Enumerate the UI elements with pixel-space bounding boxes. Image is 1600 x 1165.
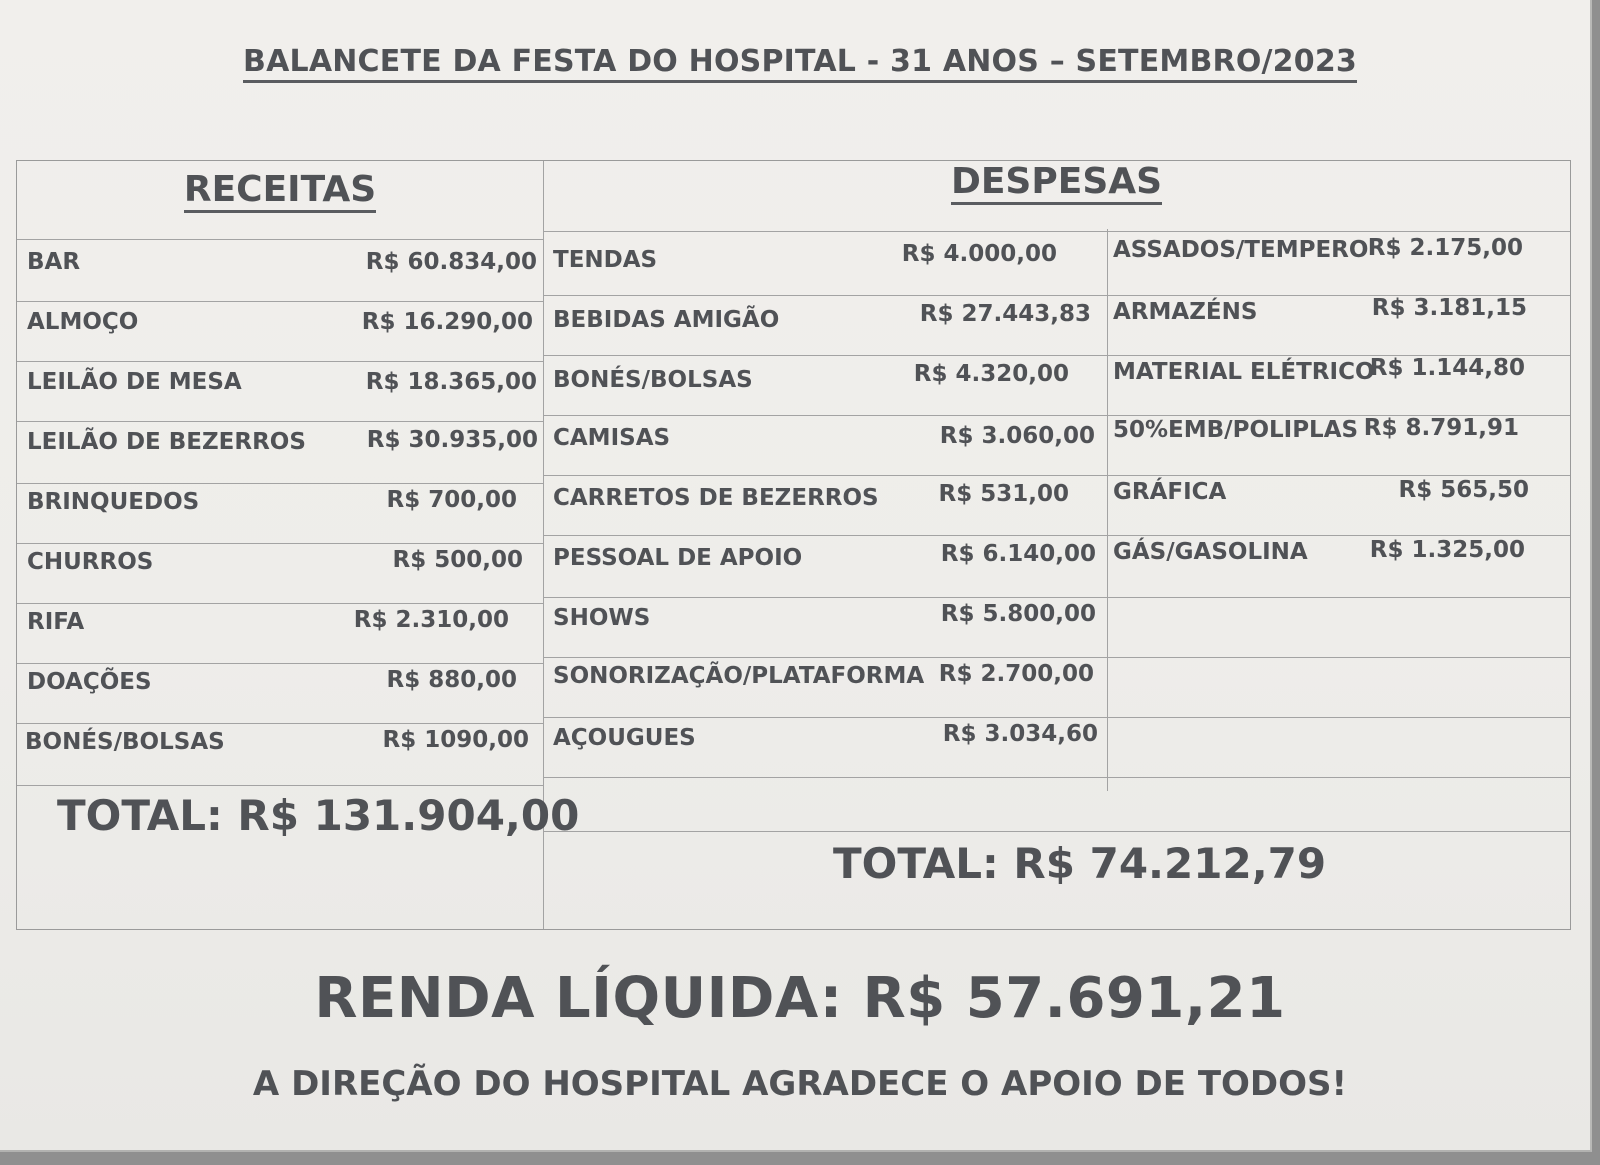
despesa-value: R$ 565,50 xyxy=(1398,477,1529,503)
column-divider xyxy=(1107,229,1108,791)
receita-value: R$ 1090,00 xyxy=(382,727,529,753)
receita-label: BONÉS/BOLSAS xyxy=(25,729,225,755)
receitas-total: TOTAL: R$ 131.904,00 xyxy=(57,791,580,840)
despesa-value: R$ 8.791,91 xyxy=(1363,415,1519,441)
despesa-value: R$ 4.000,00 xyxy=(901,241,1057,267)
row-divider xyxy=(543,831,1570,832)
receita-value: R$ 700,00 xyxy=(386,487,517,513)
row-divider xyxy=(17,421,543,422)
receita-label: ALMOÇO xyxy=(27,309,139,335)
row-divider xyxy=(543,717,1570,718)
despesa-value: R$ 5.800,00 xyxy=(940,601,1096,627)
receitas-header: RECEITAS xyxy=(17,169,543,210)
receita-value: R$ 880,00 xyxy=(386,667,517,693)
renda-liquida: RENDA LÍQUIDA: R$ 57.691,21 xyxy=(314,966,1286,1031)
despesa-value: R$ 2.700,00 xyxy=(938,661,1094,687)
row-divider xyxy=(543,597,1570,598)
despesa-label: BONÉS/BOLSAS xyxy=(553,367,753,393)
despesa-value: R$ 531,00 xyxy=(938,481,1069,507)
row-divider xyxy=(543,535,1570,536)
despesa-label: SHOWS xyxy=(553,605,651,631)
balance-table xyxy=(16,160,1571,930)
row-divider xyxy=(17,543,543,544)
despesa-value: R$ 4.320,00 xyxy=(913,361,1069,387)
despesas-header: DESPESAS xyxy=(543,161,1570,202)
despesa-value: R$ 2.175,00 xyxy=(1367,235,1523,261)
despesa-label: ARMAZÉNS xyxy=(1113,299,1258,325)
row-divider xyxy=(17,785,543,786)
receita-value: R$ 2.310,00 xyxy=(353,607,509,633)
despesa-value: R$ 3.034,60 xyxy=(942,721,1098,747)
receita-label: BRINQUEDOS xyxy=(27,489,200,515)
despesa-label: CARRETOS DE BEZERROS xyxy=(553,485,879,511)
despesa-label: BEBIDAS AMIGÃO xyxy=(553,307,780,333)
despesa-label: PESSOAL DE APOIO xyxy=(553,545,803,571)
row-divider xyxy=(17,361,543,362)
row-divider xyxy=(17,723,543,724)
receita-label: DOAÇÕES xyxy=(27,669,152,695)
receita-value: R$ 60.834,00 xyxy=(365,249,537,275)
despesas-total: TOTAL: R$ 74.212,79 xyxy=(833,839,1327,888)
receita-value: R$ 18.365,00 xyxy=(365,369,537,395)
receita-value: R$ 16.290,00 xyxy=(361,309,533,335)
row-divider xyxy=(17,301,543,302)
receita-label: LEILÃO DE MESA xyxy=(27,369,242,395)
despesa-label: MATERIAL ELÉTRICO xyxy=(1113,359,1375,385)
row-divider xyxy=(543,231,1570,232)
despesa-value: R$ 3.060,00 xyxy=(939,423,1095,449)
receita-value: R$ 30.935,00 xyxy=(366,427,538,453)
row-divider xyxy=(543,777,1570,778)
row-divider xyxy=(17,663,543,664)
despesa-label: 50%EMB/POLIPLAS xyxy=(1113,417,1359,443)
despesa-label: CAMISAS xyxy=(553,425,671,451)
despesa-label: AÇOUGUES xyxy=(553,725,696,751)
receita-label: RIFA xyxy=(27,609,85,635)
despesa-value: R$ 1.325,00 xyxy=(1369,537,1525,563)
receita-label: LEILÃO DE BEZERROS xyxy=(27,429,306,455)
despesa-label: TENDAS xyxy=(553,247,658,273)
row-divider xyxy=(543,657,1570,658)
despesa-value: R$ 1.144,80 xyxy=(1369,355,1525,381)
document-title: BALANCETE DA FESTA DO HOSPITAL - 31 ANOS – SETEMBRO/2023 xyxy=(0,44,1600,79)
thank-you-message: A DIREÇÃO DO HOSPITAL AGRADECE O APOIO DE TODOS! xyxy=(252,1064,1348,1104)
despesa-label: GÁS/GASOLINA xyxy=(1113,539,1308,565)
despesa-value: R$ 3.181,15 xyxy=(1371,295,1527,321)
receita-label: CHURROS xyxy=(27,549,154,575)
row-divider xyxy=(543,475,1570,476)
despesa-label: GRÁFICA xyxy=(1113,479,1227,505)
row-divider xyxy=(17,603,543,604)
row-divider xyxy=(17,483,543,484)
despesa-label: ASSADOS/TEMPERO xyxy=(1113,237,1369,263)
row-divider xyxy=(17,239,543,240)
despesa-value: R$ 27.443,83 xyxy=(919,301,1091,327)
despesa-value: R$ 6.140,00 xyxy=(940,541,1096,567)
receita-label: BAR xyxy=(27,249,81,275)
despesa-label: SONORIZAÇÃO/PLATAFORMA xyxy=(553,663,925,689)
receita-value: R$ 500,00 xyxy=(392,547,523,573)
